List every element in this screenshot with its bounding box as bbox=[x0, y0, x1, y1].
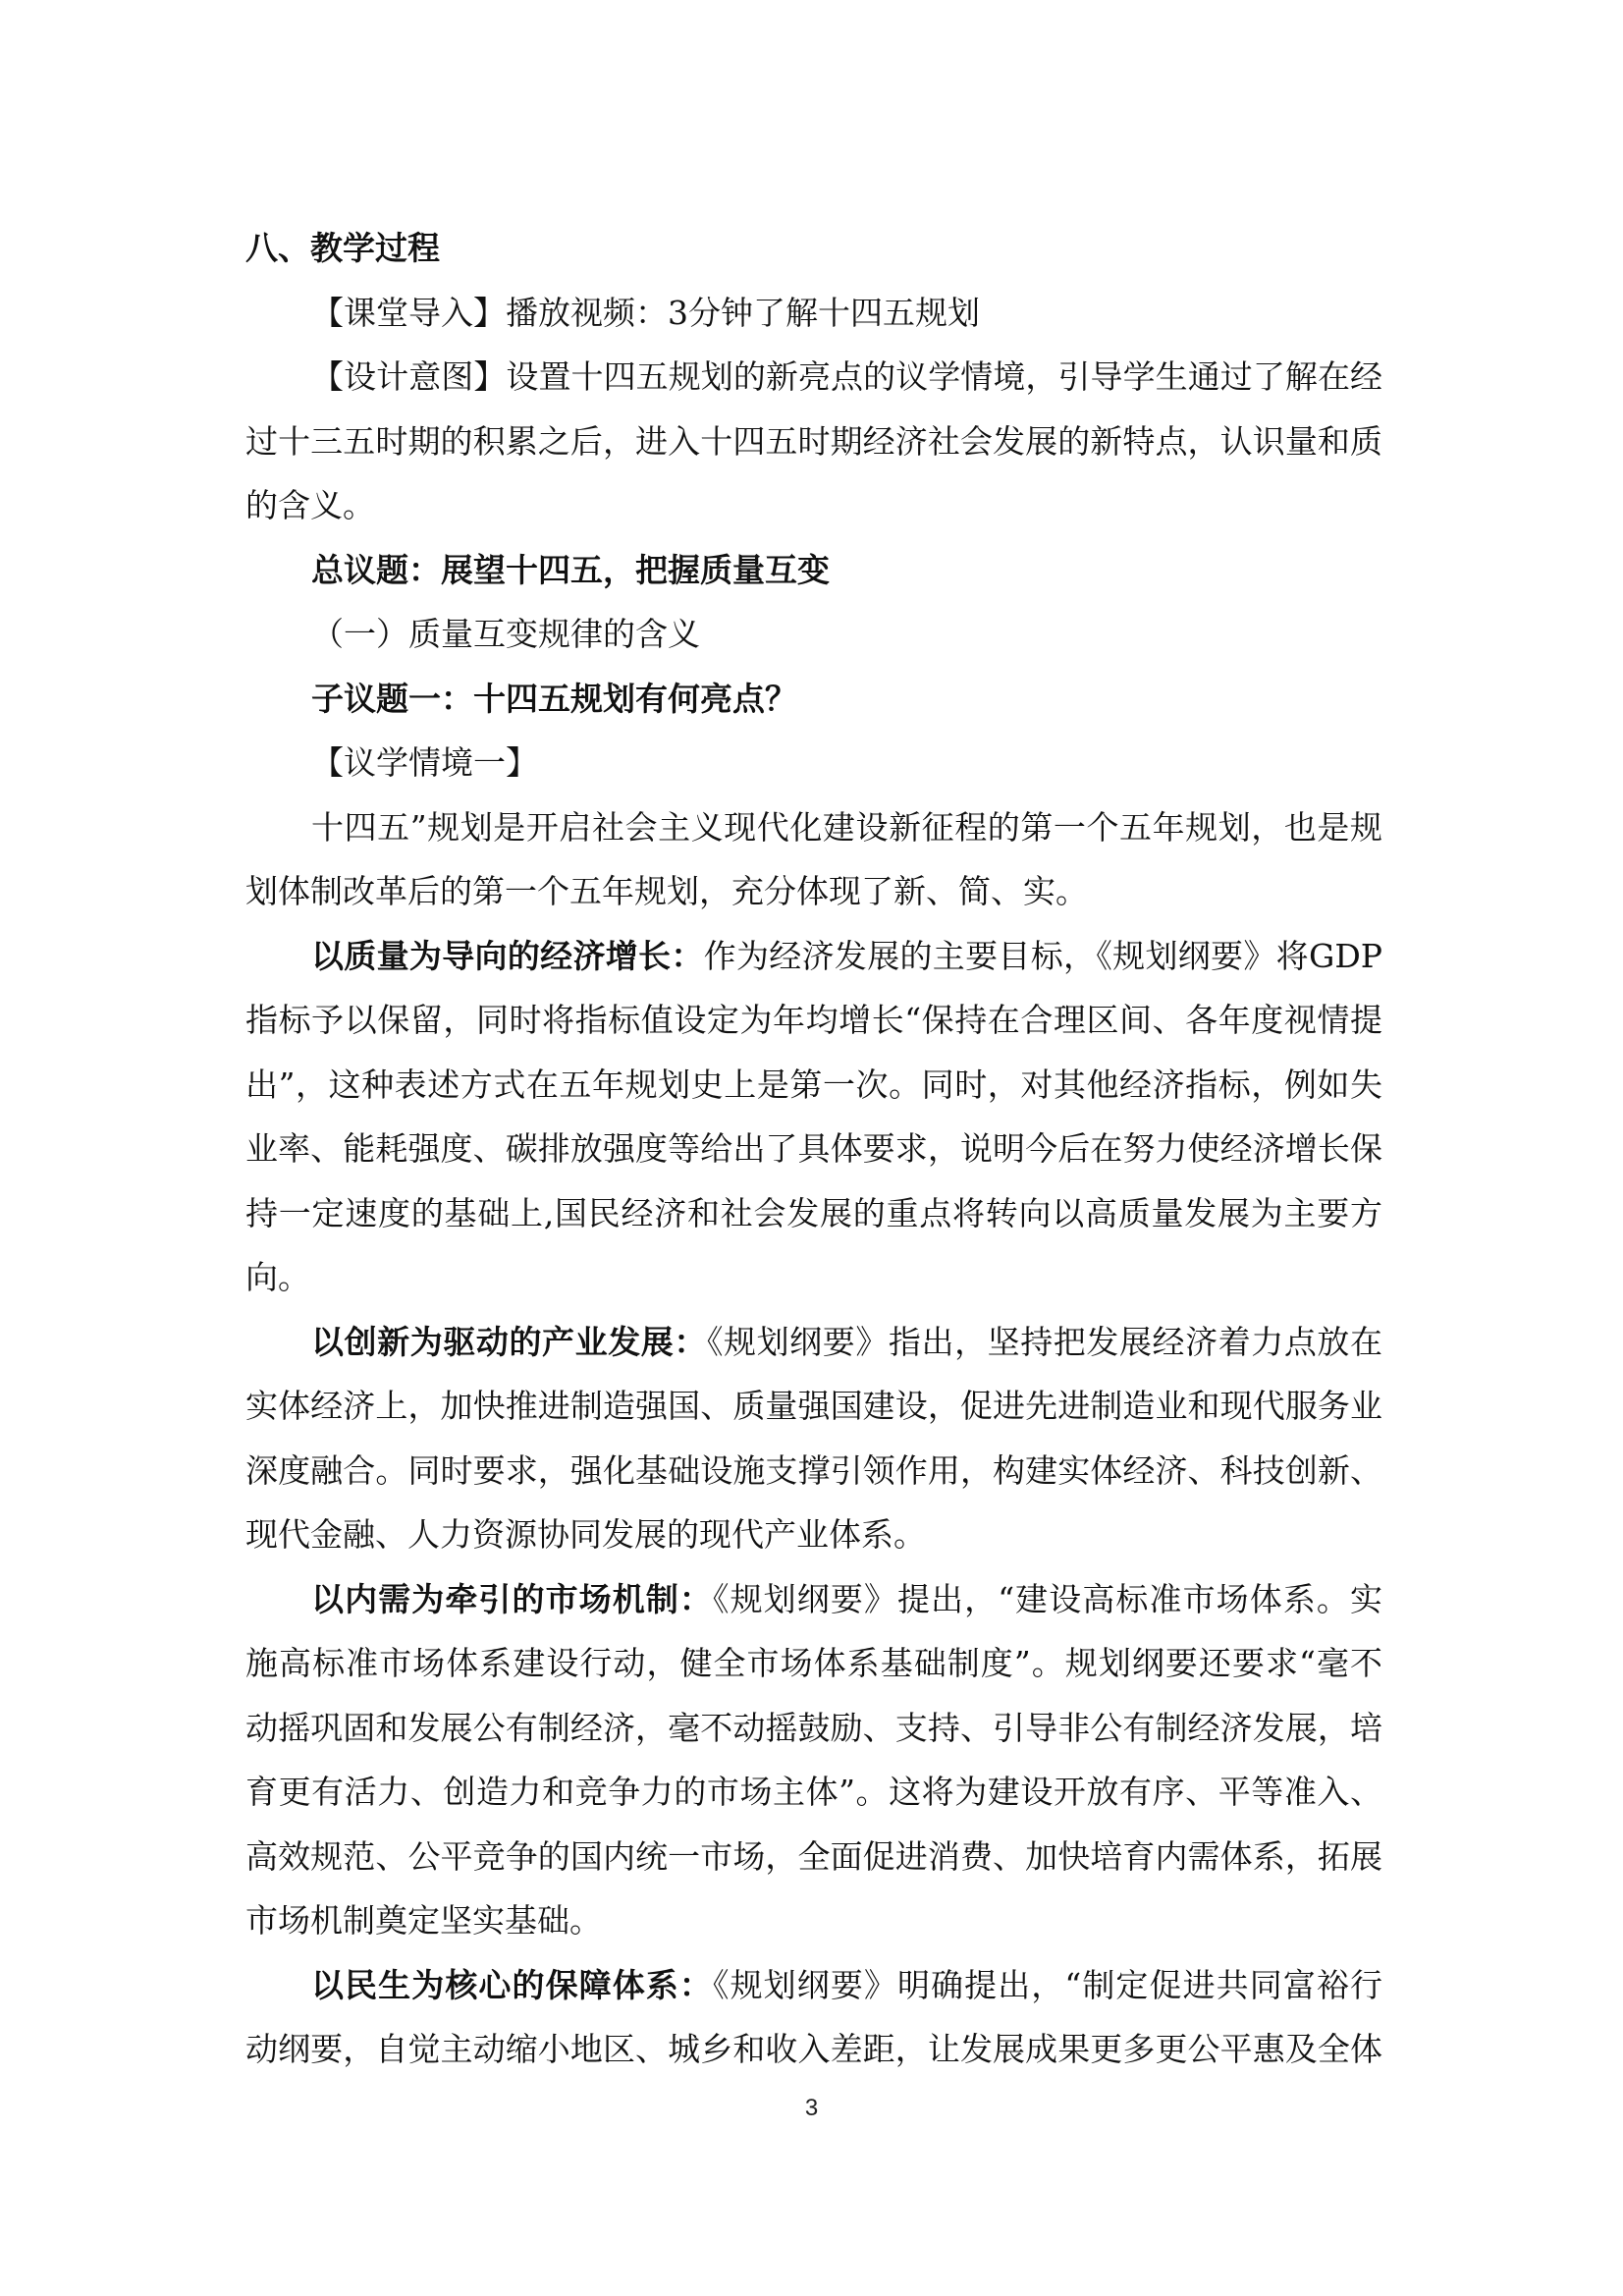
para2-line-4: 业率、能耗强度、碳排放强度等给出了具体要求，说明今后在努力使经济增长保 bbox=[245, 1129, 1382, 1168]
sub-topic: 子议题一：十四五规划有何亮点？ bbox=[311, 680, 797, 718]
main-topic: 总议题：展望十四五，把握质量互变 bbox=[311, 551, 830, 589]
para2-line-6: 向。 bbox=[245, 1258, 310, 1296]
para4-line-5: 高效规范、公平竞争的国内统一市场，全面促进消费、加快培育内需体系，拓展 bbox=[245, 1837, 1382, 1876]
subsection-heading: （一）质量互变规律的含义 bbox=[311, 615, 700, 653]
para3-lead: 以创新为驱动的产业发展： bbox=[311, 1323, 707, 1361]
para3-text: 《规划纲要》指出，坚持把发展经济着力点放在 bbox=[706, 1323, 1382, 1361]
scenario-label: 【议学情境一】 bbox=[311, 743, 538, 782]
para3-line-1 bbox=[311, 1323, 1382, 1362]
para2-line-5: 持一定速度的基础上,国民经济和社会发展的重点将转向以高质量发展为主要方 bbox=[245, 1194, 1382, 1232]
para4-line-1 bbox=[311, 1580, 1382, 1619]
design-intent-line-1: 【设计意图】设置十四五规划的新亮点的议学情境，引导学生通过了解在经 bbox=[311, 357, 1382, 396]
lesson-intro: 【课堂导入】播放视频：3分钟了解十四五规划 bbox=[311, 294, 980, 332]
para4-text: 《规划纲要》提出，“建设高标准市场体系。实 bbox=[712, 1580, 1382, 1618]
para1-line-2: 划体制改革后的第一个五年规划，充分体现了新、简、实。 bbox=[245, 872, 1088, 910]
para2-lead: 以质量为导向的经济增长： bbox=[311, 937, 704, 975]
page-number: 3 bbox=[804, 2095, 819, 2121]
para2-line-2: 指标予以保留，同时将指标值设定为年均增长“保持在合理区间、各年度视情提 bbox=[245, 1001, 1382, 1039]
para4-line-3: 动摇巩固和发展公有制经济，毫不动摇鼓励、支持、引导非公有制经济发展，培 bbox=[245, 1709, 1382, 1747]
para2-text: 作为经济发展的主要目标，《规划纲要》将GDP bbox=[703, 937, 1382, 975]
para1-line-1: 十四五”规划是开启社会主义现代化建设新征程的第一个五年规划，也是规 bbox=[311, 808, 1382, 847]
para5-lead: 以民生为核心的保障体系： bbox=[311, 1966, 713, 2004]
para5-text: 《规划纲要》明确提出，“制定促进共同富裕行 bbox=[712, 1966, 1382, 2004]
para2-line-3: 出”，这种表述方式在五年规划史上是第一次。同时，对其他经济指标，例如失 bbox=[245, 1066, 1382, 1104]
para4-line-6: 市场机制奠定坚实基础。 bbox=[245, 1901, 602, 1940]
para3-line-2: 实体经济上，加快推进制造强国、质量强国建设，促进先进制造业和现代服务业 bbox=[245, 1387, 1382, 1425]
design-intent-line-2: 过十三五时期的积累之后，进入十四五时期经济社会发展的新特点，认识量和质 bbox=[245, 422, 1382, 461]
para4-line-4: 育更有活力、创造力和竞争力的市场主体”。这将为建设开放有序、平等准入、 bbox=[245, 1773, 1382, 1811]
design-intent-line-3: 的含义。 bbox=[245, 486, 375, 524]
section-heading: 八、教学过程 bbox=[245, 229, 440, 267]
para2-line-1 bbox=[311, 937, 1382, 976]
para3-line-3: 深度融合。同时要求，强化基础设施支撑引领作用，构建实体经济、科技创新、 bbox=[245, 1451, 1382, 1490]
para5-line-1 bbox=[311, 1966, 1382, 2005]
para5-line-2: 动纲要，自觉主动缩小地区、城乡和收入差距，让发展成果更多更公平惠及全体 bbox=[245, 2030, 1382, 2068]
para3-line-4: 现代金融、人力资源协同发展的现代产业体系。 bbox=[245, 1515, 926, 1554]
para4-line-2: 施高标准市场体系建设行动，健全市场体系基础制度”。规划纲要还要求“毫不 bbox=[245, 1644, 1382, 1682]
para4-lead: 以内需为牵引的市场机制： bbox=[311, 1580, 713, 1618]
